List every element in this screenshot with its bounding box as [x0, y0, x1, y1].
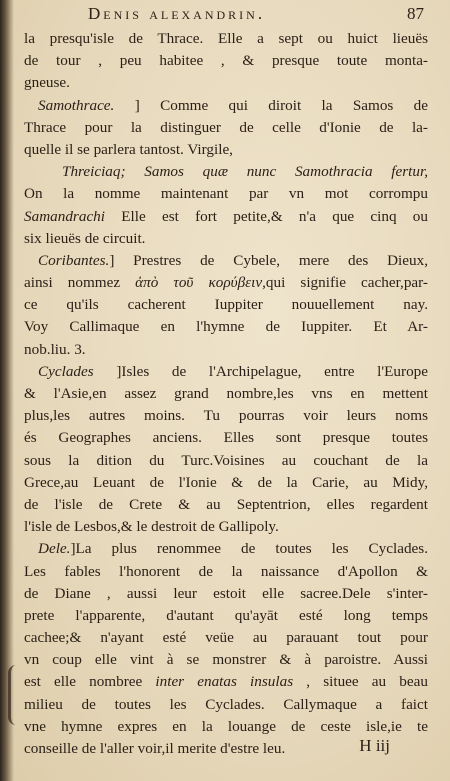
text-line [24, 561, 428, 583]
text-run: On la nomme maintenant par vn mot corrompu [24, 185, 428, 203]
text-line [24, 472, 428, 494]
running-head: Denis alexandrin. [88, 4, 266, 23]
text-run: ]La plus renommee de toutes les Cyclades. [70, 540, 428, 558]
text-run: Grece,au Leuant de l'Ionie & de la Carie, au Midy, [24, 473, 428, 491]
text-run: ainsi nommez [24, 274, 136, 292]
text-run: gneuse. [24, 74, 70, 92]
text-run: , situee au beau [293, 673, 428, 691]
margin-bracket-mark [8, 665, 21, 725]
text-line [24, 272, 428, 294]
text-run: conseille de l'aller voir,il merite d'estre leu. [24, 740, 286, 757]
text-line [24, 605, 428, 627]
text-line [24, 206, 428, 228]
text-line [24, 405, 428, 427]
text-run: quelle il se parlera tantost. Virgile, [24, 140, 233, 158]
text-line [24, 450, 428, 472]
text-run: de Diane , aussi leur estoit elle sacree.Dele s'inter- [24, 584, 428, 602]
italic-text: Samothrace. [38, 96, 115, 114]
text-run: six lieuës de circuit. [24, 229, 146, 247]
text-line [24, 538, 428, 560]
italic-text: Coribantes. [38, 251, 110, 269]
italic-text: inter enatas insulas [155, 673, 294, 691]
text-line [24, 649, 428, 671]
italic-text: Threiciaq; Samos quæ nunc Samothracia fertur, [62, 163, 428, 181]
text-run: ,qui signifie cacher,par- [262, 274, 428, 292]
italic-text: ἀπὸ τοῦ κορύβειν [135, 274, 263, 292]
text-run: vn coup elle vint à se monstrer & à paroistre. Aussi [24, 651, 428, 669]
text-line [24, 339, 428, 361]
text-run: Voy Callimaque en l'hymne de Iuppiter. Et Ar- [24, 318, 428, 336]
text-run: est elle nombree [24, 673, 156, 691]
text-run: sous la dition du Turc.Voisines au couchant de la [24, 451, 428, 469]
text-line [24, 361, 428, 383]
text-line [24, 161, 428, 183]
text-line [24, 95, 428, 117]
text-run: de l'isle de Crete & au Septentrion, elles regardent [24, 495, 428, 513]
text-line [24, 316, 428, 338]
body-text [24, 28, 428, 760]
text-line [24, 583, 428, 605]
text-line [24, 183, 428, 205]
text-run: ]Isles de l'Archipelague, entre l'Europe [93, 362, 428, 380]
text-line [24, 494, 428, 516]
page-number: 87 [407, 4, 424, 23]
text-line [24, 383, 428, 405]
text-line [24, 516, 428, 538]
text-run: l'isle de Lesbos,& le destroit de Gallipoly. [24, 518, 279, 536]
text-run: de tour , peu habitee , & presque toute monta- [24, 52, 428, 70]
text-line [24, 294, 428, 316]
italic-text: Dele. [38, 540, 71, 558]
text-run: & l'Asie,en assez grand nombre,les vns en mettent [24, 385, 428, 402]
text-run: nob.liu. 3. [24, 340, 86, 358]
text-line [24, 117, 428, 139]
italic-text: Cyclades [38, 362, 94, 380]
italic-text: Samandrachi [24, 207, 105, 225]
text-line [24, 427, 428, 449]
text-line [24, 50, 428, 72]
text-run: vne hymne expres en la louange de ceste isle,ie te [24, 717, 428, 735]
text-run: cachee;& n'ayant esté veüe au parauant tout pour [24, 629, 428, 647]
text-line [24, 627, 428, 649]
text-run: és Geographes anciens. Elles sont presque toutes [24, 429, 428, 447]
text-line [24, 250, 428, 272]
text-line [24, 228, 428, 250]
text-run: la presqu'isle de Thrace. Elle a sept ou huict lieuës [24, 30, 428, 47]
text-run: Elle est fort petite,& n'a que cinq ou [105, 207, 428, 225]
text-run: ] Comme qui diroit la Samos de [114, 96, 428, 114]
text-run: ] Prestres de Cybele, mere des Dieux, [109, 251, 428, 269]
text-line [24, 28, 428, 50]
text-line [24, 139, 428, 161]
text-line [24, 72, 428, 94]
signature-mark: H iij [359, 736, 390, 755]
text-run: ce qu'ils cacherent Iuppiter nouuellement nay. [24, 296, 428, 314]
binding-shadow [0, 0, 14, 781]
text-run: prete l'apparente, d'autant qu'ayāt esté long temps [24, 606, 428, 624]
text-run: plus,les autres moins. Tu pourras voir leurs noms [24, 407, 428, 425]
text-line [24, 716, 428, 738]
text-line [24, 671, 428, 693]
page-header [0, 4, 450, 28]
text-run: Thrace pour la distinguer de celle d'Ionie de la- [24, 118, 428, 136]
text-run: Les fables l'honorent de la naissance d'Apollon & [24, 562, 428, 580]
text-run: milieu de toutes les Cyclades. Callymaque a faict [24, 695, 428, 713]
text-line [24, 694, 428, 716]
